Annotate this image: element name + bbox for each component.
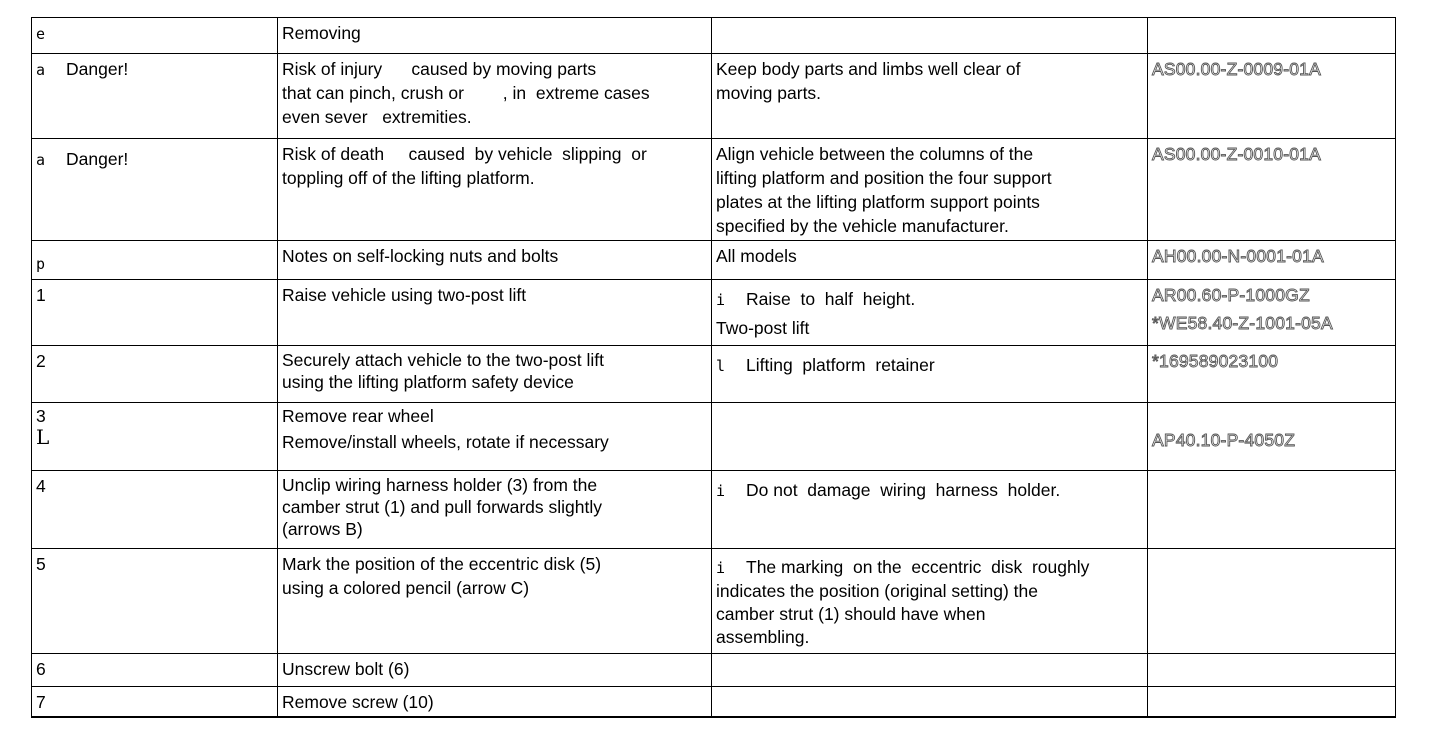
danger-label: Danger! [66,149,129,169]
step-cell [32,687,278,718]
symbol-e: e [36,25,46,43]
action-text: Notes on self-locking nuts and bolts [282,246,559,266]
table-row [32,346,1396,403]
notes-cell [712,18,1148,54]
ref-cell [1148,549,1396,654]
note-text: specified by the vehicle manufacturer. [716,216,1009,236]
step-cell [32,654,278,687]
notes-cell [712,471,1148,549]
ref-cell [1148,346,1396,403]
step-number: 6 [36,659,46,679]
step-number: 3 [36,406,46,426]
notes-symbol-icon: p [36,255,46,273]
ref-cell [1148,654,1396,687]
reference-link[interactable]: *WE58.40-Z-1001-05A [1152,313,1333,333]
ref-cell [1148,241,1396,280]
note-text: lifting platform and position the four support [716,168,1052,188]
step-cell [32,471,278,549]
info-icon: i [716,291,726,309]
notes-cell [712,346,1148,403]
action-text: using the lifting platform safety device [282,372,574,392]
action-text: Risk of injury caused by moving parts [282,59,597,79]
table-row [32,54,1396,139]
action-cell [278,403,712,471]
action-text: even sever extremities. [282,107,472,127]
ref-cell [1148,54,1396,139]
notes-cell [712,54,1148,139]
tool-icon: l [716,357,726,375]
procedure-sheet [31,17,1395,716]
danger-label: Danger! [66,59,129,79]
notes-cell [712,241,1148,280]
step-cell [32,403,278,471]
notes-cell [712,280,1148,346]
step-cell [32,280,278,346]
info-icon: i [716,482,726,500]
table-row [32,654,1396,687]
table-row [32,403,1396,471]
action-cell [278,471,712,549]
table-row [32,280,1396,346]
note-text: plates at the lifting platform support points [716,192,1040,212]
action-cell [278,139,712,241]
note-text: moving parts. [716,83,822,103]
note-text: camber strut (1) should have when [716,604,986,624]
note-text: indicates the position (original setting) the [716,581,1038,601]
ref-cell [1148,18,1396,54]
reference-link[interactable]: AS00.00-Z-0010-01A [1152,144,1321,164]
notes-cell [712,403,1148,471]
step-cell [32,54,278,139]
ref-cell [1148,687,1396,718]
info-icon: i [716,559,726,577]
action-cell [278,18,712,54]
reference-link[interactable]: *169589023100 [1152,351,1279,371]
reference-link[interactable]: AP40.10-P-4050Z [1152,430,1296,450]
action-text: using a colored pencil (arrow C) [282,578,530,598]
table-row [32,241,1396,280]
note-line [716,353,1143,378]
note-text: Align vehicle between the columns of the [716,144,1034,164]
action-text: Remove rear wheel [282,406,434,426]
action-text: toppling off of the lifting platform. [282,168,535,188]
ref-cell [1148,280,1396,346]
note-text: Two-post lift [716,318,810,338]
action-cell [278,654,712,687]
action-cell [278,280,712,346]
step-number: 7 [36,692,46,712]
action-cell [278,54,712,139]
note-text: Lifting platform retainer [746,355,935,375]
action-text: Mark the position of the eccentric disk (5) [282,554,602,574]
action-text: Raise vehicle using two-post lift [282,285,527,305]
reference-link[interactable]: AR00.60-P-1000GZ [1152,285,1310,305]
notes-cell [712,549,1148,654]
note-text: Raise to half height. [746,289,916,309]
action-text: Securely attach vehicle to the two-post lift [282,350,604,370]
notes-cell [712,654,1148,687]
action-text: camber strut (1) and pull forwards slightly [282,497,602,517]
step-cell [32,18,278,54]
step-number: 1 [36,285,46,305]
step-number: 2 [36,351,46,371]
action-text: Remove/install wheels, rotate if necessary [282,432,609,452]
action-cell [278,346,712,403]
action-cell [278,687,712,718]
table-row [32,18,1396,54]
reference-link[interactable]: AH00.00-N-0001-01A [1152,246,1324,266]
action-cell [278,241,712,280]
action-text: Remove screw (10) [282,692,434,712]
note-line [716,287,1143,312]
ref-cell [1148,139,1396,241]
ref-cell [1148,403,1396,471]
notes-cell [712,687,1148,718]
warning-symbol-icon: a [36,151,46,169]
note-text: Keep body parts and limbs well clear of [716,59,1021,79]
step-cell [32,241,278,280]
step-cell [32,346,278,403]
step-cell [32,549,278,654]
step-number: 4 [36,476,46,496]
note-text: All models [716,246,797,266]
action-text: Unscrew bolt (6) [282,659,410,679]
note-text: The marking on the eccentric disk roughly [746,557,1090,577]
note-text: assembling. [716,627,810,647]
action-text: Risk of death caused by vehicle slipping or [282,144,647,164]
action-text: Removing [282,23,361,43]
action-text: Unclip wiring harness holder (3) from the [282,475,598,495]
reference-link[interactable]: AS00.00-Z-0009-01A [1152,59,1321,79]
step-number: 5 [36,554,46,574]
table-row [32,687,1396,718]
procedure-table [31,17,1396,718]
step-cell [32,139,278,241]
table-row [32,549,1396,654]
table-row [32,471,1396,549]
wheel-symbol-icon: L [36,425,50,449]
action-text: that can pinch, crush or , in extreme cases [282,83,650,103]
action-cell [278,549,712,654]
table-row [32,139,1396,241]
action-text: (arrows B) [282,519,363,539]
note-line [716,478,1143,503]
ref-cell [1148,471,1396,549]
note-line [716,556,1143,580]
warning-symbol-icon: a [36,61,46,79]
note-text: Do not damage wiring harness holder. [746,480,1061,500]
notes-cell [712,139,1148,241]
